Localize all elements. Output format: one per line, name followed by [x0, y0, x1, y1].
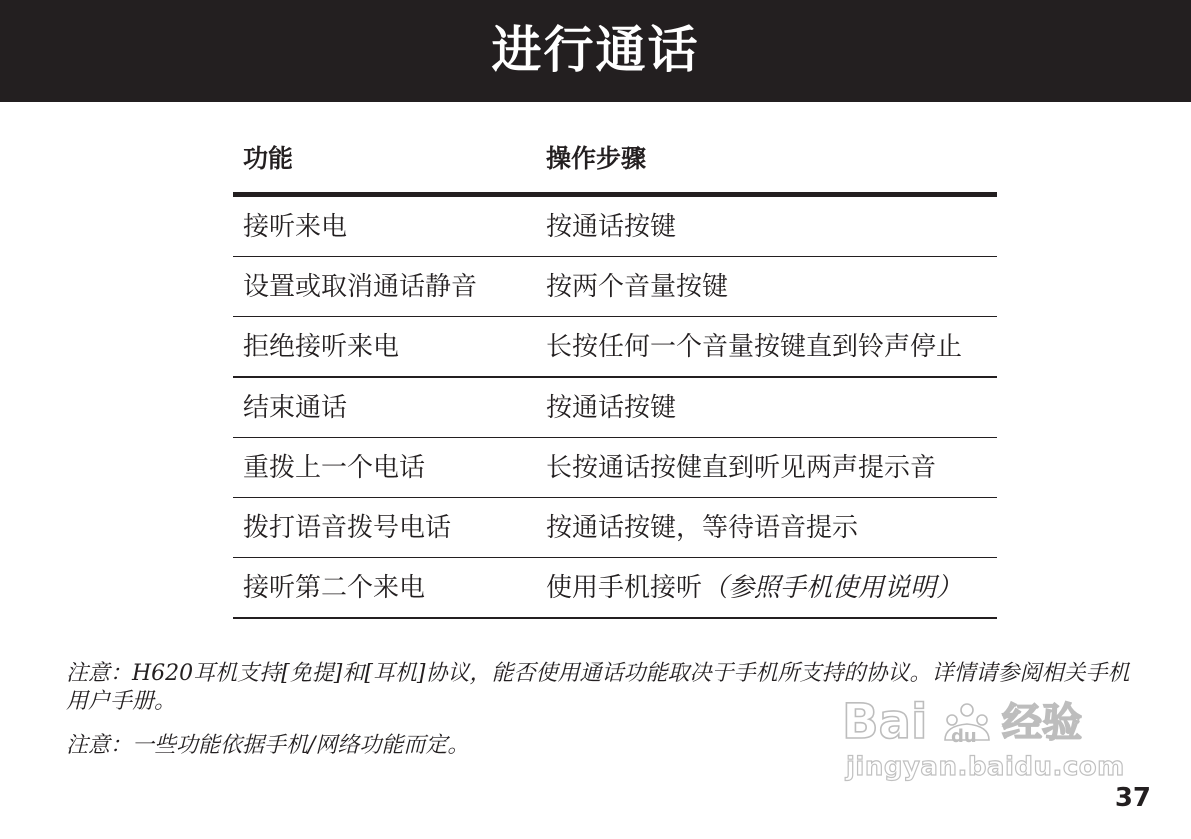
steps-text: 长按任何一个音量按键直到铃声停止: [546, 332, 963, 362]
steps-cell: [546, 391, 676, 425]
function-cell: 拒绝接听来电: [243, 332, 400, 362]
page-title: 进行通话: [491, 20, 700, 79]
steps-italic-text: （参照手机使用说明）: [702, 573, 963, 603]
steps-text: 按通话按键，等待语音提示: [546, 513, 859, 543]
table-row: [233, 378, 997, 438]
function-cell: 接听来电: [243, 212, 348, 242]
note-protocol-support: 注意：H620耳机支持[免提]和[耳机]协议，能否使用通话功能取决于手机所支持的协议。详情请参阅相关手机用户手册。: [66, 661, 1130, 714]
function-cell: 结束通话: [243, 393, 348, 423]
function-cell: 拨打语音拨号电话: [243, 513, 452, 543]
steps-cell: [546, 571, 962, 605]
baidu-jingyan-logo: [842, 690, 1122, 750]
steps-cell: [546, 210, 676, 244]
table-row: [233, 498, 997, 558]
function-cell: 设置或取消通话静音: [243, 272, 478, 302]
note-network-dependence: 注意：一些功能依据手机/网络功能而定。: [66, 733, 470, 758]
steps-cell: [546, 270, 728, 304]
watermark-url: jingyan.baidu.com: [846, 752, 1125, 782]
svg-text:du: du: [951, 726, 977, 747]
table-row: [233, 558, 997, 619]
steps-cell: [546, 511, 858, 545]
function-cell: 接听第二个来电: [243, 573, 426, 603]
steps-cell: [546, 451, 936, 485]
table-row: [233, 317, 997, 378]
steps-text: 按两个音量按键: [546, 272, 729, 302]
steps-text: 使用手机接听: [546, 573, 703, 603]
steps-text: 长按通话按健直到听见两声提示音: [546, 453, 937, 483]
column-header-function: 功能: [243, 144, 294, 173]
table-header: [233, 134, 997, 197]
steps-cell: [546, 330, 962, 364]
steps-text: 按通话按键: [546, 212, 677, 242]
page-number: 37: [1114, 783, 1151, 813]
table-row: [233, 257, 997, 317]
function-cell: 重拨上一个电话: [243, 453, 426, 483]
steps-text: 按通话按键: [546, 393, 677, 423]
svg-text:经验: 经验: [1002, 700, 1082, 746]
table-row: [233, 197, 997, 257]
svg-text:Bai: Bai: [842, 694, 928, 750]
table-row: [233, 438, 997, 498]
function-table: [233, 134, 997, 619]
column-header-steps: 操作步骤: [546, 144, 647, 173]
